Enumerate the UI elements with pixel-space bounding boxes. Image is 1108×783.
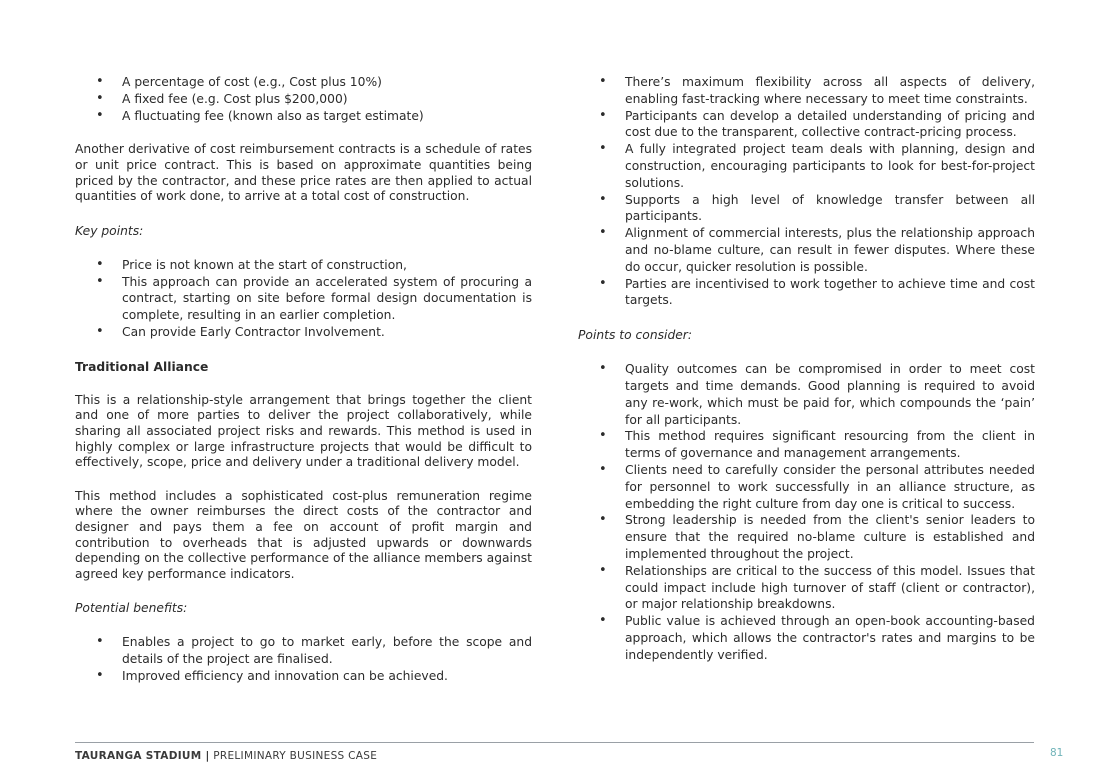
paragraph-schedule-of-rates: Another derivative of cost reimbursement contracts is a schedule of rates or unit price contract. This is based on approximate quantities being priced by the contractor, and these price rates are then applied to actual quantities of work done, to arrive at a total cost of construction. [75,142,532,204]
list-item: • A fully integrated project team deals with planning, design and construction, encouraging participants to look for best-for-project solutions. [578,141,1035,191]
footer-title [75,750,377,762]
list-item: • Public value is achieved through an open-book accounting-based approach, which allows the contractor's rates and margins to be independently verified. [578,613,1035,663]
left-column [75,74,532,685]
footer-divider [75,742,1034,743]
section-heading: Traditional Alliance [75,359,209,374]
list-item: • Price is not known at the start of construction, [75,257,532,274]
list-item: • Improved efficiency and innovation can be achieved. [75,668,532,685]
key-points-label: Key points: [75,223,144,238]
footer-title-bold: TAURANGA STADIUM | [75,750,210,762]
right-column [578,74,1035,664]
consider-list [578,361,1035,663]
list-item: • Supports a high level of knowledge transfer between all participants. [578,192,1035,226]
list-item: • A percentage of cost (e.g., Cost plus 10%) [75,74,532,91]
benefits-list [75,634,532,684]
list-item: • Strong leadership is needed from the client's senior leaders to ensure that the required no-blame culture is established and implemented throughout the project. [578,512,1035,562]
benefits-label: Potential benefits: [75,601,188,616]
list-item: • Participants can develop a detailed understanding of pricing and cost due to the transparent, collective contract-pricing process. [578,108,1035,142]
list-item: • Enables a project to go to market early, before the scope and details of the project are finalised. [75,634,532,668]
list-item: • A fluctuating fee (known also as target estimate) [75,108,532,125]
list-item: • Relationships are critical to the success of this model. Issues that could impact include high turnover of staff (client or contractor), or major relationship breakdowns. [578,563,1035,613]
benefits-continued-list [578,74,1035,309]
list-item: • Clients need to carefully consider the personal attributes needed for personnel to work successfully in an alliance structure, as embedding the right culture from day one is critical to success. [578,462,1035,512]
list-item: • This method requires significant resourcing from the client in terms of governance and management arrangements. [578,428,1035,462]
key-points-list [75,257,532,341]
fee-options-list [75,74,532,124]
list-item: • Quality outcomes can be compromised in order to meet cost targets and time demands. Good planning is required to avoid any re-work, which must be paid for, which compounds the ‘pain’ for all participants. [578,361,1035,428]
paragraph-remuneration: This method includes a sophisticated cost-plus remuneration regime where the owner reimburses the direct costs of the contractor and designer and pays them a fee on account of profit margin and contribution to overheads that is adjusted upwards or downwards depending on the collective performance of the alliance members against agreed key performance indicators. [75,488,532,581]
list-item: • Parties are incentivised to work together to achieve time and cost targets. [578,276,1035,310]
page-number: 81 [1050,747,1064,759]
footer-title-rest: PRELIMINARY BUSINESS CASE [209,750,378,762]
list-item: • Can provide Early Contractor Involvement. [75,324,532,341]
list-item: • This approach can provide an accelerated system of procuring a contract, starting on site before formal design documentation is complete, resulting in an earlier completion. [75,274,532,324]
list-item: • There’s maximum flexibility across all aspects of delivery, enabling fast-tracking where necessary to meet time constraints. [578,74,1035,108]
list-item: • A fixed fee (e.g. Cost plus $200,000) [75,91,532,108]
list-item: • Alignment of commercial interests, plus the relationship approach and no-blame culture, can result in fewer disputes. Where these do occur, quicker resolution is possible. [578,225,1035,275]
consider-label: Points to consider: [578,328,693,343]
paragraph-alliance-description: This is a relationship-style arrangement that brings together the client and one of more parties to deliver the project collaboratively, while sharing all associated project risks and rewards. This method is used in highly complex or large infrastructure projects that would be difficult to effectively, scope, price and delivery under a traditional delivery model. [75,392,532,470]
